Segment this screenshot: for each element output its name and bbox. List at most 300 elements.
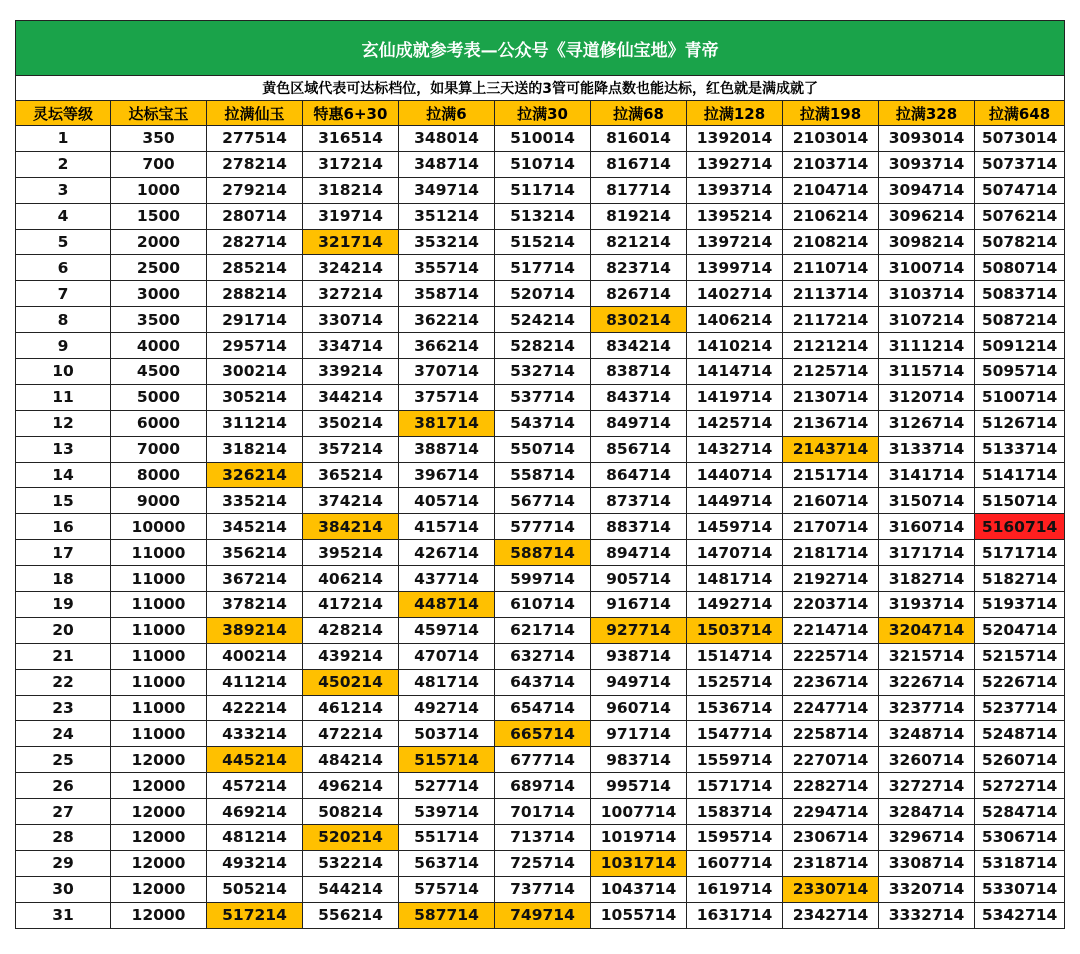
table-cell: 3171714	[879, 540, 975, 566]
table-cell: 916714	[591, 592, 687, 618]
table-cell: 472214	[303, 721, 399, 747]
table-cell: 3260714	[879, 747, 975, 773]
table-cell: 508214	[303, 799, 399, 825]
table-cell: 324214	[303, 255, 399, 281]
table-cell: 11000	[111, 695, 207, 721]
table-cell: 388714	[399, 436, 495, 462]
table-cell: 6	[16, 255, 111, 281]
table-cell: 9	[16, 333, 111, 359]
table-cell: 510014	[495, 126, 591, 152]
table-cell: 883714	[591, 514, 687, 540]
table-cell: 5182714	[975, 566, 1065, 592]
table-cell: 2236714	[783, 669, 879, 695]
table-cell: 3500	[111, 307, 207, 333]
table-cell: 2270714	[783, 747, 879, 773]
table-cell: 3093014	[879, 126, 975, 152]
table-cell: 282714	[207, 229, 303, 255]
table-cell: 2500	[111, 255, 207, 281]
table-cell: 12000	[111, 747, 207, 773]
table-cell: 505214	[207, 876, 303, 902]
table-cell: 30	[16, 876, 111, 902]
table-cell: 1414714	[687, 359, 783, 385]
table-cell: 450214	[303, 669, 399, 695]
table-cell: 1607714	[687, 850, 783, 876]
table-cell: 400214	[207, 643, 303, 669]
table-cell: 11000	[111, 617, 207, 643]
table-cell: 348014	[399, 126, 495, 152]
table-cell: 5342714	[975, 902, 1065, 928]
table-cell: 345214	[207, 514, 303, 540]
table-cell: 406214	[303, 566, 399, 592]
table-cell: 367214	[207, 566, 303, 592]
table-cell: 816714	[591, 151, 687, 177]
header-cell: 拉满30	[495, 101, 591, 126]
table-cell: 5074714	[975, 177, 1065, 203]
table-cell: 311214	[207, 410, 303, 436]
table-cell: 3150714	[879, 488, 975, 514]
table-cell: 873714	[591, 488, 687, 514]
table-cell: 3296714	[879, 825, 975, 851]
table-cell: 949714	[591, 669, 687, 695]
table-cell: 4	[16, 203, 111, 229]
table-cell: 1397214	[687, 229, 783, 255]
table-row	[16, 255, 1065, 281]
table-cell: 5260714	[975, 747, 1065, 773]
table-cell: 2108214	[783, 229, 879, 255]
table-cell: 843714	[591, 384, 687, 410]
table-cell: 1399714	[687, 255, 783, 281]
table-cell: 737714	[495, 876, 591, 902]
table-cell: 11000	[111, 592, 207, 618]
table-row	[16, 203, 1065, 229]
table-cell: 318214	[303, 177, 399, 203]
table-cell: 834214	[591, 333, 687, 359]
table-cell: 5133714	[975, 436, 1065, 462]
table-row	[16, 462, 1065, 488]
table-row	[16, 488, 1065, 514]
table-cell: 422214	[207, 695, 303, 721]
table-cell: 3248714	[879, 721, 975, 747]
table-cell: 817714	[591, 177, 687, 203]
table-cell: 470714	[399, 643, 495, 669]
table-row	[16, 229, 1065, 255]
table-cell: 1	[16, 126, 111, 152]
table-cell: 632714	[495, 643, 591, 669]
table-cell: 1055714	[591, 902, 687, 928]
title-row	[16, 21, 1065, 76]
table-cell: 13	[16, 436, 111, 462]
table-cell: 610714	[495, 592, 591, 618]
table-cell: 511714	[495, 177, 591, 203]
table-cell: 319714	[303, 203, 399, 229]
table-cell: 3	[16, 177, 111, 203]
table-row	[16, 307, 1065, 333]
table-cell: 3098214	[879, 229, 975, 255]
table-cell: 2330714	[783, 876, 879, 902]
table-cell: 12000	[111, 799, 207, 825]
table-cell: 515714	[399, 747, 495, 773]
table-cell: 17	[16, 540, 111, 566]
table-cell: 8000	[111, 462, 207, 488]
header-cell: 拉满68	[591, 101, 687, 126]
table-cell: 2151714	[783, 462, 879, 488]
table-cell: 528214	[495, 333, 591, 359]
table-cell: 2342714	[783, 902, 879, 928]
table-cell: 700	[111, 151, 207, 177]
table-cell: 5171714	[975, 540, 1065, 566]
table-cell: 3332714	[879, 902, 975, 928]
header-row	[16, 101, 1065, 126]
table-cell: 983714	[591, 747, 687, 773]
table-row	[16, 799, 1065, 825]
table-cell: 10	[16, 359, 111, 385]
table-cell: 1432714	[687, 436, 783, 462]
table-cell: 24	[16, 721, 111, 747]
table-cell: 960714	[591, 695, 687, 721]
table-cell: 339214	[303, 359, 399, 385]
table-cell: 22	[16, 669, 111, 695]
table-cell: 378214	[207, 592, 303, 618]
table-row	[16, 540, 1065, 566]
table-cell: 405714	[399, 488, 495, 514]
table-cell: 1619714	[687, 876, 783, 902]
table-cell: 2125714	[783, 359, 879, 385]
table-cell: 1481714	[687, 566, 783, 592]
table-cell: 1514714	[687, 643, 783, 669]
header-cell: 拉满198	[783, 101, 879, 126]
table-cell: 517714	[495, 255, 591, 281]
header-cell: 达标宝玉	[111, 101, 207, 126]
table-cell: 12000	[111, 876, 207, 902]
table-cell: 938714	[591, 643, 687, 669]
table-cell: 362214	[399, 307, 495, 333]
table-row	[16, 514, 1065, 540]
table-cell: 3308714	[879, 850, 975, 876]
table-row	[16, 436, 1065, 462]
table-row	[16, 592, 1065, 618]
table-cell: 2121214	[783, 333, 879, 359]
table-cell: 749714	[495, 902, 591, 928]
table-cell: 1393714	[687, 177, 783, 203]
table-cell: 537714	[495, 384, 591, 410]
table-cell: 823714	[591, 255, 687, 281]
header-cell: 拉满328	[879, 101, 975, 126]
table-cell: 318214	[207, 436, 303, 462]
table-cell: 439214	[303, 643, 399, 669]
table-cell: 8	[16, 307, 111, 333]
table-cell: 520214	[303, 825, 399, 851]
table-title: 玄仙成就参考表—公众号《寻道修仙宝地》青帝	[16, 21, 1065, 76]
table-cell: 6000	[111, 410, 207, 436]
table-cell: 496214	[303, 773, 399, 799]
table-cell: 5078214	[975, 229, 1065, 255]
table-cell: 484214	[303, 747, 399, 773]
table-cell: 2103014	[783, 126, 879, 152]
table-cell: 5248714	[975, 721, 1065, 747]
table-cell: 826714	[591, 281, 687, 307]
table-cell: 277514	[207, 126, 303, 152]
table-cell: 588714	[495, 540, 591, 566]
table-cell: 5160714	[975, 514, 1065, 540]
table-cell: 532714	[495, 359, 591, 385]
table-cell: 725714	[495, 850, 591, 876]
table-cell: 300214	[207, 359, 303, 385]
table-cell: 417214	[303, 592, 399, 618]
table-cell: 335214	[207, 488, 303, 514]
table-row	[16, 617, 1065, 643]
table-cell: 3096214	[879, 203, 975, 229]
table-cell: 3204714	[879, 617, 975, 643]
table-cell: 358714	[399, 281, 495, 307]
table-cell: 550714	[495, 436, 591, 462]
table-cell: 621714	[495, 617, 591, 643]
table-cell: 317214	[303, 151, 399, 177]
table-cell: 481714	[399, 669, 495, 695]
table-cell: 1007714	[591, 799, 687, 825]
table-cell: 517214	[207, 902, 303, 928]
table-cell: 2104714	[783, 177, 879, 203]
table-cell: 3126714	[879, 410, 975, 436]
table-cell: 5073714	[975, 151, 1065, 177]
table-cell: 1000	[111, 177, 207, 203]
table-row	[16, 850, 1065, 876]
table-cell: 2106214	[783, 203, 879, 229]
table-cell: 4000	[111, 333, 207, 359]
table-cell: 279214	[207, 177, 303, 203]
table-cell: 448714	[399, 592, 495, 618]
table-cell: 26	[16, 773, 111, 799]
table-cell: 2181714	[783, 540, 879, 566]
table-cell: 11	[16, 384, 111, 410]
table-row	[16, 695, 1065, 721]
table-cell: 370714	[399, 359, 495, 385]
table-cell: 326214	[207, 462, 303, 488]
table-cell: 2110714	[783, 255, 879, 281]
table-cell: 3215714	[879, 643, 975, 669]
table-cell: 356214	[207, 540, 303, 566]
table-cell: 351214	[399, 203, 495, 229]
table-cell: 5080714	[975, 255, 1065, 281]
table-cell: 11000	[111, 540, 207, 566]
table-cell: 701714	[495, 799, 591, 825]
table-cell: 11000	[111, 566, 207, 592]
table-cell: 12000	[111, 902, 207, 928]
table-cell: 1392014	[687, 126, 783, 152]
table-cell: 2136714	[783, 410, 879, 436]
table-cell: 689714	[495, 773, 591, 799]
table-row	[16, 902, 1065, 928]
table-cell: 5193714	[975, 592, 1065, 618]
table-cell: 349714	[399, 177, 495, 203]
table-cell: 288214	[207, 281, 303, 307]
table-cell: 2130714	[783, 384, 879, 410]
table-cell: 1425714	[687, 410, 783, 436]
header-cell: 拉满648	[975, 101, 1065, 126]
table-cell: 27	[16, 799, 111, 825]
table-cell: 713714	[495, 825, 591, 851]
table-cell: 355714	[399, 255, 495, 281]
table-cell: 2113714	[783, 281, 879, 307]
table-cell: 12000	[111, 825, 207, 851]
table-cell: 821214	[591, 229, 687, 255]
table-cell: 3272714	[879, 773, 975, 799]
header-cell: 灵坛等级	[16, 101, 111, 126]
table-cell: 350	[111, 126, 207, 152]
table-cell: 3100714	[879, 255, 975, 281]
table-cell: 445214	[207, 747, 303, 773]
table-cell: 493214	[207, 850, 303, 876]
table-cell: 1503714	[687, 617, 783, 643]
table-cell: 285214	[207, 255, 303, 281]
table-cell: 5087214	[975, 307, 1065, 333]
table-cell: 1419714	[687, 384, 783, 410]
table-cell: 1595714	[687, 825, 783, 851]
table-cell: 28	[16, 825, 111, 851]
table-cell: 330714	[303, 307, 399, 333]
table-cell: 5141714	[975, 462, 1065, 488]
table-row	[16, 721, 1065, 747]
table-cell: 2	[16, 151, 111, 177]
table-cell: 5126714	[975, 410, 1065, 436]
table-cell: 25	[16, 747, 111, 773]
table-row	[16, 669, 1065, 695]
table-cell: 520714	[495, 281, 591, 307]
table-cell: 3237714	[879, 695, 975, 721]
table-cell: 3120714	[879, 384, 975, 410]
note-row	[16, 76, 1065, 101]
table-cell: 23	[16, 695, 111, 721]
table-row	[16, 566, 1065, 592]
table-cell: 2294714	[783, 799, 879, 825]
table-cell: 428214	[303, 617, 399, 643]
table-cell: 3093714	[879, 151, 975, 177]
table-cell: 5215714	[975, 643, 1065, 669]
table-cell: 433214	[207, 721, 303, 747]
table-cell: 7	[16, 281, 111, 307]
table-cell: 1583714	[687, 799, 783, 825]
table-cell: 1525714	[687, 669, 783, 695]
table-cell: 9000	[111, 488, 207, 514]
table-cell: 2225714	[783, 643, 879, 669]
table-cell: 19	[16, 592, 111, 618]
table-cell: 459714	[399, 617, 495, 643]
table-cell: 2170714	[783, 514, 879, 540]
table-cell: 5076214	[975, 203, 1065, 229]
table-cell: 5095714	[975, 359, 1065, 385]
table-row	[16, 410, 1065, 436]
table-cell: 1631714	[687, 902, 783, 928]
table-cell: 21	[16, 643, 111, 669]
table-cell: 348714	[399, 151, 495, 177]
table-cell: 3107214	[879, 307, 975, 333]
table-cell: 18	[16, 566, 111, 592]
table-cell: 366214	[399, 333, 495, 359]
table-cell: 1019714	[591, 825, 687, 851]
achievement-table	[15, 20, 1065, 929]
table-cell: 587714	[399, 902, 495, 928]
table-cell: 643714	[495, 669, 591, 695]
table-cell: 1031714	[591, 850, 687, 876]
table-cell: 381714	[399, 410, 495, 436]
table-cell: 543714	[495, 410, 591, 436]
table-cell: 375714	[399, 384, 495, 410]
table-cell: 1395214	[687, 203, 783, 229]
table-cell: 334714	[303, 333, 399, 359]
table-cell: 492714	[399, 695, 495, 721]
table-cell: 563714	[399, 850, 495, 876]
table-cell: 29	[16, 850, 111, 876]
table-cell: 1043714	[591, 876, 687, 902]
table-cell: 830214	[591, 307, 687, 333]
table-cell: 1470714	[687, 540, 783, 566]
table-cell: 481214	[207, 825, 303, 851]
table-cell: 3115714	[879, 359, 975, 385]
table-cell: 278214	[207, 151, 303, 177]
table-cell: 2160714	[783, 488, 879, 514]
table-cell: 350214	[303, 410, 399, 436]
table-cell: 599714	[495, 566, 591, 592]
table-cell: 819214	[591, 203, 687, 229]
table-cell: 654714	[495, 695, 591, 721]
table-row	[16, 151, 1065, 177]
table-cell: 3160714	[879, 514, 975, 540]
table-cell: 426714	[399, 540, 495, 566]
table-cell: 5150714	[975, 488, 1065, 514]
table-cell: 10000	[111, 514, 207, 540]
table-cell: 577714	[495, 514, 591, 540]
table-cell: 5272714	[975, 773, 1065, 799]
table-cell: 677714	[495, 747, 591, 773]
table-cell: 532214	[303, 850, 399, 876]
table-row	[16, 126, 1065, 152]
table-cell: 1402714	[687, 281, 783, 307]
table-cell: 2214714	[783, 617, 879, 643]
table-cell: 3103714	[879, 281, 975, 307]
table-cell: 31	[16, 902, 111, 928]
table-cell: 1392714	[687, 151, 783, 177]
table-cell: 856714	[591, 436, 687, 462]
table-cell: 20	[16, 617, 111, 643]
table-cell: 2000	[111, 229, 207, 255]
table-row	[16, 643, 1065, 669]
table-cell: 3193714	[879, 592, 975, 618]
table-cell: 3320714	[879, 876, 975, 902]
table-cell: 2103714	[783, 151, 879, 177]
table-cell: 357214	[303, 436, 399, 462]
table-cell: 515214	[495, 229, 591, 255]
table-cell: 3094714	[879, 177, 975, 203]
table-cell: 384214	[303, 514, 399, 540]
table-cell: 1459714	[687, 514, 783, 540]
table-cell: 665714	[495, 721, 591, 747]
table-cell: 1547714	[687, 721, 783, 747]
table-cell: 321714	[303, 229, 399, 255]
table-cell: 12	[16, 410, 111, 436]
table-cell: 11000	[111, 643, 207, 669]
table-cell: 527714	[399, 773, 495, 799]
table-cell: 1492714	[687, 592, 783, 618]
table-cell: 11000	[111, 669, 207, 695]
table-cell: 5091214	[975, 333, 1065, 359]
table-cell: 3226714	[879, 669, 975, 695]
table-cell: 1500	[111, 203, 207, 229]
table-cell: 14	[16, 462, 111, 488]
table-cell: 513214	[495, 203, 591, 229]
table-cell: 5100714	[975, 384, 1065, 410]
table-cell: 5226714	[975, 669, 1065, 695]
table-cell: 7000	[111, 436, 207, 462]
table-cell: 3111214	[879, 333, 975, 359]
